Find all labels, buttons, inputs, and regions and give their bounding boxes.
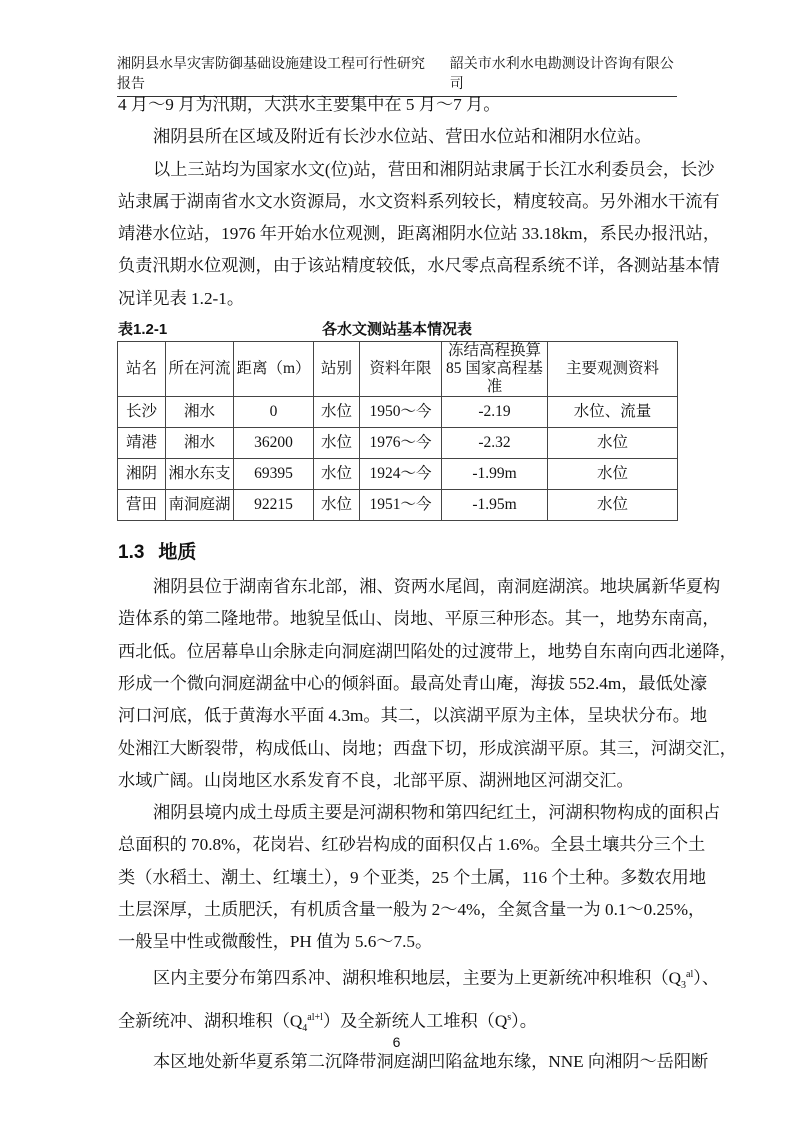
paragraph-flood-season: [118, 89, 676, 121]
superscript: al: [686, 968, 694, 980]
section-number: 1.3: [118, 542, 145, 564]
table-cell: 1976～今: [360, 428, 442, 459]
table-number: 表1.2-1: [118, 321, 168, 339]
section-heading: [118, 535, 676, 571]
header-cell: 主要观测资料: [548, 342, 678, 397]
stations-table: [117, 341, 678, 521]
table-cell: 水位、流量: [548, 397, 678, 428]
table-cell: 92215: [234, 490, 314, 521]
text-run: 全新统冲、湖积堆积（Q: [118, 1011, 303, 1031]
header-report-title: 湘阴县水旱灾害防御基础设施建设工程可行性研究报告: [117, 57, 425, 92]
table-cell: 1950～今: [360, 397, 442, 428]
superscript: al+l: [307, 1012, 323, 1024]
table-cell: 湘水: [166, 428, 234, 459]
table-row: [118, 490, 678, 521]
subscript: 3: [681, 979, 687, 991]
table-cell: 南洞庭湖: [166, 490, 234, 521]
header-cell: 冻结高程换算 85 国家高程基准: [442, 342, 548, 397]
table-cell: -2.19: [442, 397, 548, 428]
text-line: 一般呈中性或微酸性，PH 值为 5.6～7.5。: [118, 932, 433, 952]
header-cell: 站别: [314, 342, 360, 397]
text-line: 湘阴县境内成土母质主要是河湖积物和第四纪红土，河湖积物构成的面积占: [153, 803, 721, 823]
table-cell: 水位: [548, 428, 678, 459]
table-row: [118, 397, 678, 428]
table-cell: 水位: [314, 490, 360, 521]
table-cell: -1.99m: [442, 459, 548, 490]
text-line: 处湘江大断裂带，构成低山、岗地；西盘下切，形成滨湖平原。其三，河湖交汇，: [118, 738, 737, 758]
table-title: 各水文测站基本情况表: [321, 321, 472, 339]
text-line: 水域广阔。山岗地区水系发育不良，北部平原、湖洲地区河湖交汇。: [118, 770, 634, 790]
text-line: 湘阴县所在区域及附近有长沙水位站、营田水位站和湘阴水位站。: [153, 127, 652, 147]
table-cell: 水位: [548, 459, 678, 490]
table-cell: -2.32: [442, 428, 548, 459]
superscript: s: [507, 1012, 512, 1024]
table-cell: 营田: [118, 490, 166, 521]
header-cell: 站名: [118, 342, 166, 397]
table-cell: 36200: [234, 428, 314, 459]
page-number: 6: [392, 1034, 401, 1050]
text-line: 本区地处新华夏系第二沉降带洞庭湖凹陷盆地东缘，NNE 向湘阴～岳阳断: [153, 1051, 709, 1071]
header-cell: 资料年限: [360, 342, 442, 397]
text-run: ）。: [511, 1011, 537, 1031]
table-cell: 1951～今: [360, 490, 442, 521]
paragraph-geology: [118, 571, 737, 797]
text-run: ）及全新统人工堆积（Q: [322, 1011, 508, 1031]
table-cell: 靖港: [118, 428, 166, 459]
table-header-row: [118, 342, 678, 397]
text-line: 西北低。位居幕阜山余脉走向洞庭湖凹陷处的过渡带上，地势自东南向西北递降，: [118, 641, 737, 661]
text-line: 湘阴县位于湖南省东北部，湘、资两水尾闾，南洞庭湖滨。地块属新华夏构: [153, 577, 721, 597]
paragraph-structure: [118, 1046, 709, 1078]
section-title: 地质: [158, 542, 197, 564]
table-caption: [118, 319, 676, 341]
text-line: 土层深厚，土质肥沃，有机质含量一般为 2～4%，全氮含量一为 0.1～0.25%，: [118, 900, 706, 920]
text-line: 靖港水位站，1976 年开始水位观测，距离湘阴水位站 33.18km，系民办报汛站，: [118, 224, 721, 244]
text-line: 造体系的第二隆地带。地貌呈低山、岗地、平原三种形态。其一，地势东南高，: [118, 609, 720, 629]
table-cell: 水位: [314, 397, 360, 428]
text-line: 河口河底，低于黄海水平面 4.3m。其二，以滨湖平原为主体，呈块状分布。地: [118, 706, 708, 726]
text-line: 况详见表 1.2-1。: [118, 288, 245, 308]
table-cell: 湘水东支: [166, 459, 234, 490]
table-cell: 水位: [314, 459, 360, 490]
paragraph-strata: [118, 959, 720, 1046]
text-line: 总面积的 70.8%，花岗岩、红砂岩构成的面积仅占 1.6%。全县土壤共分三个土: [118, 835, 706, 855]
header-cell: 所在河流: [166, 342, 234, 397]
table-cell: 湘阴: [118, 459, 166, 490]
paragraph-stations: [118, 121, 676, 153]
text-line: [118, 959, 720, 1002]
paragraph-station-details: [118, 154, 721, 315]
table-cell: 69395: [234, 459, 314, 490]
text-line: 负责汛期水位观测，由于该站精度较低，水尺零点高程系统不详，各测站基本情: [118, 256, 720, 276]
subscript: 4: [302, 1023, 308, 1035]
table-cell: 1924～今: [360, 459, 442, 490]
header-cell: 距离（m）: [234, 342, 314, 397]
table-cell: 水位: [314, 428, 360, 459]
paragraph-soil: [118, 797, 721, 958]
table-row: [118, 428, 678, 459]
text-line: 类（水稻土、潮土、红壤土），9 个亚类，25 个土属，116 个土种。多数农用地: [118, 867, 707, 887]
document-body: [118, 89, 737, 1078]
header-company: 韶关市水利水电勘测设计咨询有限公司: [449, 57, 674, 92]
table-cell: 0: [234, 397, 314, 428]
text-run: ）、: [693, 968, 720, 988]
table-cell: 水位: [548, 490, 678, 521]
table-row: [118, 459, 678, 490]
text-line: 形成一个微向洞庭湖盆中心的倾斜面。最高处青山庵，海拔 552.4m，最低处濠: [118, 673, 708, 693]
text-line: 4 月～9 月为汛期，大洪水主要集中在 5 月～7 月。: [118, 95, 501, 114]
table-cell: 长沙: [118, 397, 166, 428]
text-line: 站隶属于湖南省水文水资源局，水文资料系列较长，精度较高。另外湘水干流有: [118, 191, 720, 211]
table-cell: -1.95m: [442, 490, 548, 521]
table-cell: 湘水: [166, 397, 234, 428]
text-run: 区内主要分布第四系冲、湖积堆积地层，主要为上更新统冲积堆积（Q: [153, 968, 682, 988]
text-line: 以上三站均为国家水文(位)站，营田和湘阴站隶属于长江水利委员会，长沙: [153, 159, 715, 179]
